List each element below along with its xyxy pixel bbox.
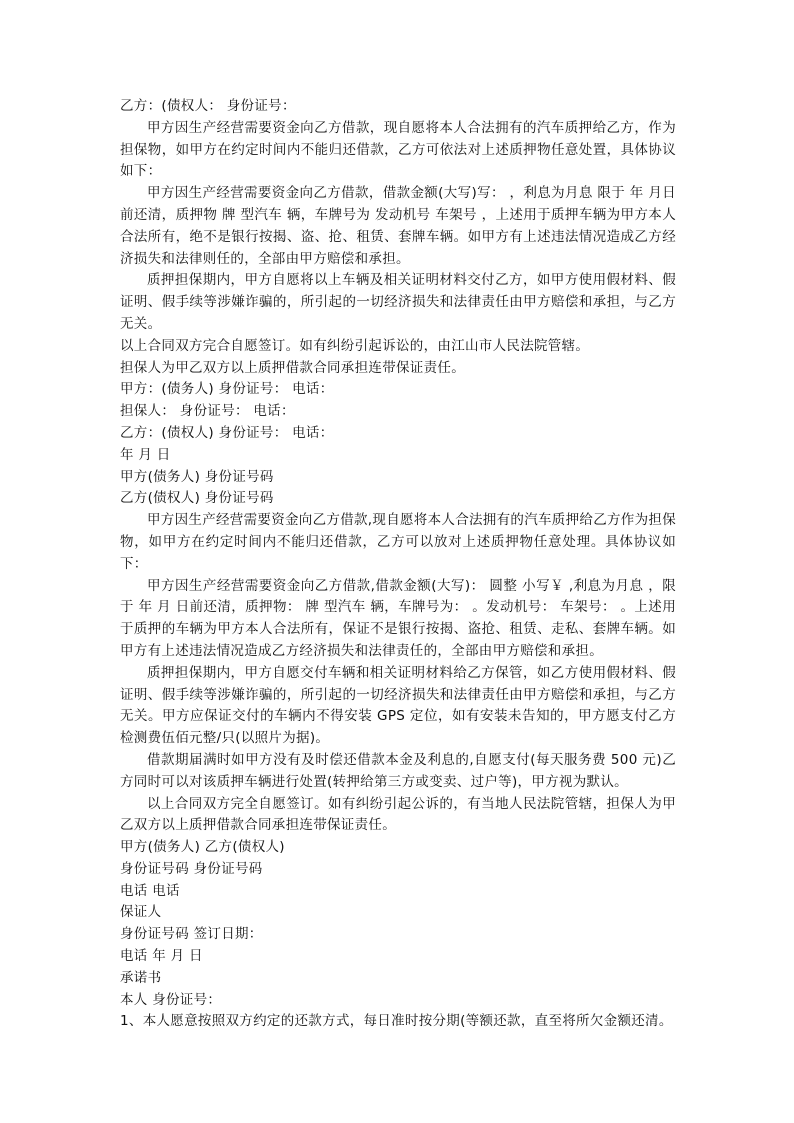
guarantor-id-date-line: 身份证号码 签订日期： [120, 926, 263, 943]
guarantor-signature-line: 担保人： 身份证号： 电话： [120, 403, 295, 420]
second-loan-terms-paragraph: 甲方因生产经营需要资金向乙方借款,借款金额(大写)： 圆整 小写￥ ,利息为月息 ，限于 年 月 日前还清，质押物： 牌 型汽车 辆，车牌号为： 。发动机号： 车架号： 。上述用于质押的车辆为甲方本人合法所有，保证不是银行按揭、盗抢、租赁、走私、套牌车辆。如甲方有上述违法情况造成乙方经济损失和法律责任的，全部由甲方赔偿和承担。 [120, 577, 676, 659]
pledge-period-paragraph: 质押担保期内，甲方自愿将以上车辆及相关证明材料交付乙方，如甲方使用假材料、假证明、假手续等涉嫌诈骗的，所引起的一切经济损失和法律责任由甲方赔偿和承担，与乙方无关。 [120, 272, 676, 332]
pledge-letter-person-line: 本人 身份证号： [120, 991, 222, 1008]
voluntary-signing-line: 以上合同双方完合自愿签订。如有纠纷引起诉讼的，由江山市人民法院管辖。 [120, 337, 590, 354]
intro-paragraph: 甲方因生产经营需要资金向乙方借款，现自愿将本人合法拥有的汽车质押给乙方，作为担保物，如甲方在约定时间内不能归还借款，乙方可依法对上述质押物任意处置，具体协议如下： [120, 119, 676, 180]
pledge-letter-title: 承诺书 [120, 969, 162, 986]
loan-terms-paragraph: 甲方因生产经营需要资金向乙方借款，借款金额(大写)写： ，利息为月息 限于 年 月日前还清，质押物 牌 型汽车 辆，车牌号为 发动机号 车架号 ，上述用于质押车辆为甲方本人合法所有，绝不是银行按揭、盗、抢、租赁、套牌车辆。如甲方有上述违法情况造成乙方经济损失和法律则任的，全部由甲方赔偿和承担。 [120, 185, 676, 267]
overdue-paragraph: 借款期届满时如甲方没有及时偿还借款本金及利息的,自愿支付(每天服务费 500 元)乙方同时可以对该质押车辆进行处置(转押给第三方或变卖、过户等)，甲方视为默认。 [120, 751, 676, 790]
second-intro-paragraph: 甲方因生产经营需要资金向乙方借款,现自愿将本人合法拥有的汽车质押给乙方作为担保物，如甲方在约定时间内不能归还借款，乙方可以放对上述质押物任意处理。具体协议如下： [120, 512, 676, 572]
guarantor-liability-line: 担保人为甲乙双方以上质押借款合同承担连带保证责任。 [120, 359, 465, 376]
signature-phone-line: 电话 电话 [120, 882, 180, 899]
signature-parties-line: 甲方(债务人) 乙方(债权人) [120, 839, 285, 856]
party-a-id-line: 甲方(债务人) 身份证号码 [120, 468, 274, 485]
date-line: 年 月 日 [120, 446, 171, 463]
second-pledge-period-paragraph: 质押担保期内，甲方自愿交付车辆和相关证明材料给乙方保管，如乙方使用假材料、假证明、假手续等涉嫌诈骗的，所引起的一切经济损失和法律责任由甲方赔偿和承担，与乙方无关。甲方应保证交付的车辆内不得安装 GPS 定位，如有安装未告知的，甲方愿支付乙方检测费伍佰元整/只(以照片为据)。 [120, 664, 676, 747]
party-b-id-line: 乙方(债权人) 身份证号码 [120, 490, 274, 507]
party-b-creditor-signature-line: 乙方：(债权人) 身份证号： 电话： [120, 424, 334, 441]
signature-id-line: 身份证号码 身份证号码 [120, 860, 263, 877]
party-b-creditor-line: 乙方：(债权人： 身份证号： [120, 98, 296, 114]
pledge-letter-item-1: 1、本人愿意按照双方约定的还款方式，每日准时按分期(等额还款，直至将所欠金额还清。 [120, 1013, 673, 1030]
document-body [120, 96, 676, 1033]
guarantor-phone-date-line: 电话 年 月 日 [120, 948, 203, 965]
party-a-debtor-signature-line: 甲方：(债务人) 身份证号： 电话： [120, 381, 334, 398]
jurisdiction-paragraph: 以上合同双方完全自愿签订。如有纠纷引起公诉的，有当地人民法院管辖，担保人为甲乙双方以上质押借款合同承担连带保证责任。 [120, 795, 676, 834]
guarantor-label-line: 保证人 [120, 904, 162, 921]
